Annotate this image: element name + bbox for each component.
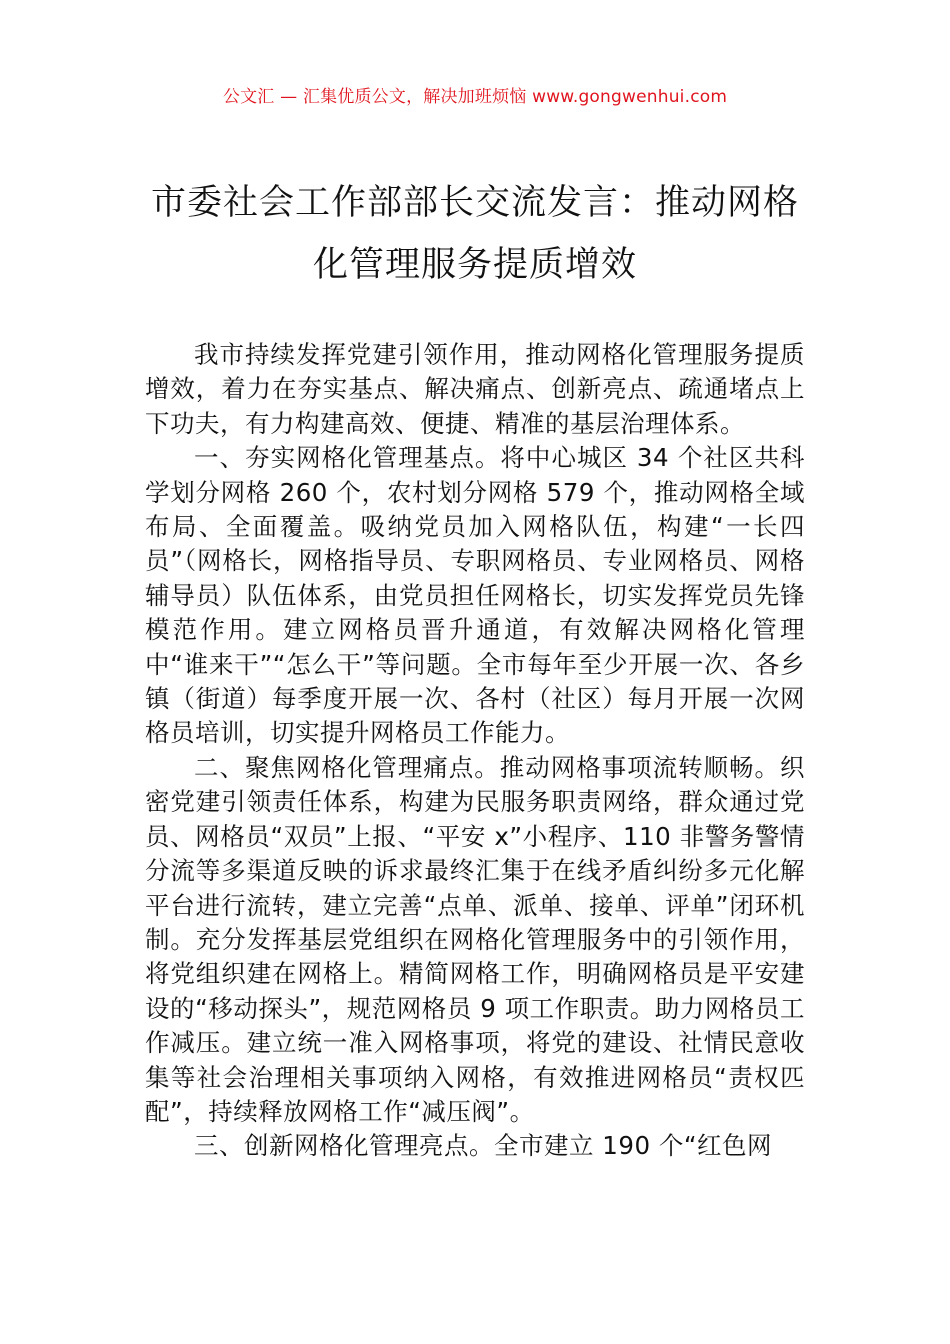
document-title: 市委社会工作部部长交流发言：推动网格化管理服务提质增效 (150, 183, 799, 285)
paragraph-section-3: 三、创新网格化管理亮点。全市建立 190 个“红色网 (194, 1131, 773, 1161)
paragraph-intro: 我市持续发挥党建引领作用，推动网格化管理服务提质增效，着力在夯实基点、解决痛点、创新亮点、疏通堵点上下功夫，有力构建高效、便捷、精准的基层治理体系。 (145, 340, 805, 438)
paragraph-section-2: 二、聚焦网格化管理痛点。推动网格事项流转顺畅。织密党建引领责任体系，构建为民服务职责网络，群众通过党员、网格员“双员”上报、“平安 x”小程序、110 非警务警情分流等多渠道反映的诉求最终汇集于在线矛盾纠纷多元化解平台进行流转，建立完善“点单、派单、接单、评单”闭环机制。充分发挥基层党组织在网格化管理服务中的引领作用，将党组织建在网格上。精简网格工作，明确网格员是平安建设的“移动探头”，规范网格员 9 项工作职责。助力网格员工作减压。建立统一准入网格事项，将党的建设、社情民意收集等社会治理相关事项纳入网格，有效推进网格员“责权匹配”，持续释放网格工作“减压阀”。 (145, 752, 805, 1126)
document-body (145, 338, 805, 1164)
header-banner: 公文汇 — 汇集优质公文，解决加班烦恼 www.gongwenhui.com (222, 87, 728, 107)
paragraph-section-1: 一、夯实网格化管理基点。将中心城区 34 个社区共科学划分网格 260 个，农村划分网格 579 个，推动网格全域布局、全面覆盖。吸纳党员加入网格队伍，构建“一长四员”（网格长，网格指导员、专职网格员、专业网格员、网格辅导员）队伍体系，由党员担任网格长，切实发挥党员先锋模范作用。建立网格员晋升通道，有效解决网格化管理中“谁来干”“怎么干”等问题。全市每年至少开展一次、各乡镇（街道）每季度开展一次、各村（社区）每月开展一次网格员培训，切实提升网格员工作能力。 (145, 443, 805, 748)
